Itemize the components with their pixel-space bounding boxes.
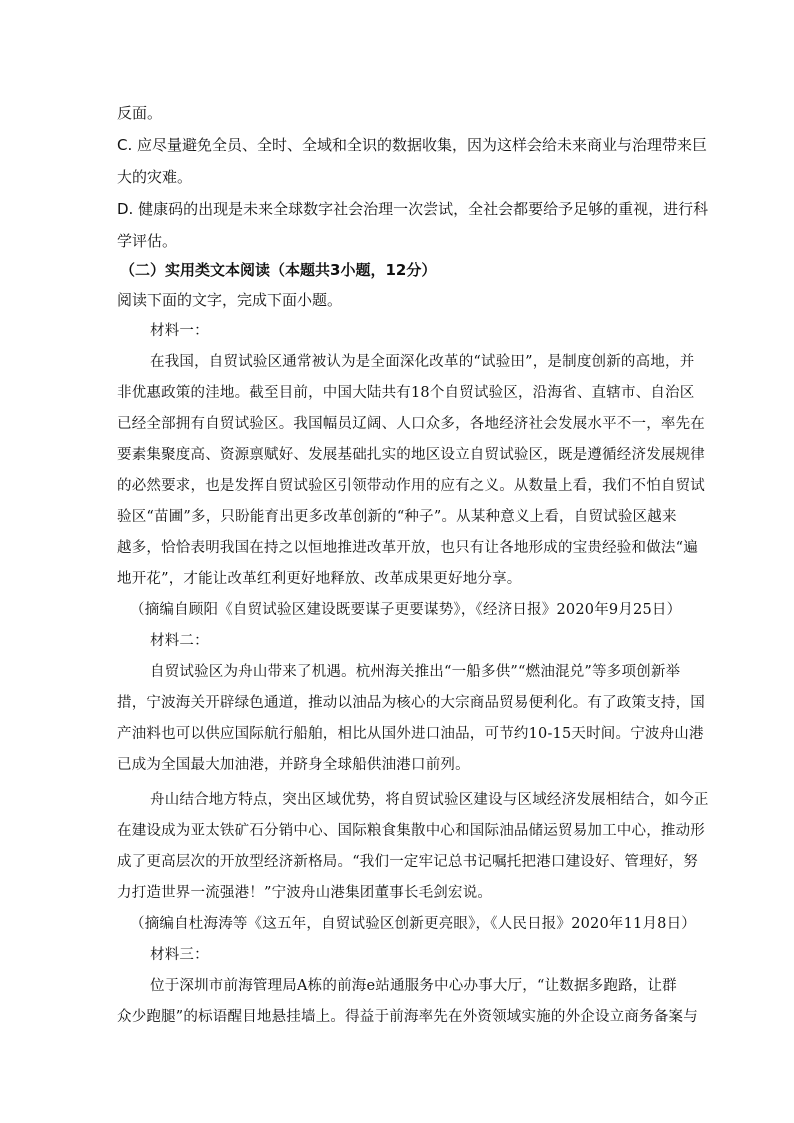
material-1-line-7: 越多，恰恰表明我国在持之以恒地推进改革开放，也只有让各地形成的宝贵经验和做法“遍	[117, 540, 698, 556]
option-c-line-2: 大的灾难。	[117, 168, 193, 186]
material-1-line-2: 非优惠政策的洼地。截至目前，中国大陆共有18个自贸试验区，沿海省、直辖市、自治区	[117, 385, 695, 401]
option-b-end: 反面。	[117, 104, 163, 122]
material-1-line-3: 已经全部拥有自贸试验区。我国幅员辽阔、人口众多，各地经济社会发展水平不一，率先在	[117, 416, 705, 432]
option-d-line-1: D. 健康码的出现是未来全球数字社会治理一次尝试，全社会都要给予足够的重视，进行科	[117, 200, 709, 218]
material-2-source: （摘编自杜海涛等《这五年，自贸试验区创新更亮眼》，《人民日报》2020年11月8日）	[130, 916, 696, 932]
material-2-p1-line-2: 措，宁波海关开辟绿色通道，推动以油品为核心的大宗商品贸易便利化。有了政策支持，国	[117, 695, 705, 711]
material-1-line-6: 验区“苗圃”多，只盼能育出更多改革创新的“种子”。从某种意义上看，自贸试验区越来	[117, 509, 677, 525]
option-d-line-2: 学评估。	[117, 232, 178, 250]
material-2-p1-line-1: 自贸试验区为舟山带来了机遇。杭州海关推出“一船多供”“燃油混兑”等多项创新举	[150, 664, 681, 680]
instruction: 阅读下面的文字，完成下面小题。	[117, 291, 343, 309]
material-3-line-1: 位于深圳市前海管理局A栋的前海e站通服务中心办事大厅，“让数据多跑路，让群	[150, 978, 677, 994]
material-2-p2-line-2: 在建设成为亚太铁矿石分销中心、国际粮食集散中心和国际油品储运贸易加工中心，推动形	[117, 823, 705, 839]
material-2-p1-line-4: 已成为全国最大加油港，并跻身全球船供油港口前列。	[117, 757, 470, 773]
material-2-p2-line-4: 力打造世界一流强港！”宁波舟山港集团董事长毛剑宏说。	[117, 885, 493, 901]
option-c-line-1: C. 应尽量避免全员、全时、全域和全识的数据收集，因为这样会给未来商业与治理带来巨	[117, 136, 708, 154]
material-2-p2-line-3: 成了更高层次的开放型经济新格局。“我们一定牢记总书记嘱托把港口建设好、管理好，努	[117, 854, 698, 870]
material-2-p1-line-3: 产油料也可以供应国际航行船舶，相比从国外进口油品，可节约10-15天时间。宁波舟山港	[117, 726, 704, 742]
material-1-line-5: 的必然要求，也是发挥自贸试验区引领带动作用的应有之义。从数量上看，我们不怕自贸试	[117, 478, 705, 494]
material-1-source: （摘编自顾阳《自贸试验区建设既要谋子更要谋势》，《经济日报》2020年9月25日）	[130, 602, 682, 618]
material-3-line-2: 众少跑腿”的标语醒目地悬挂墙上。得益于前海率先在外资领域实施的外企设立商务备案与	[117, 1009, 698, 1025]
material-1-line-1: 在我国，自贸试验区通常被认为是全面深化改革的“试验田”，是制度创新的高地，并	[150, 354, 695, 370]
section-heading: （二）实用类文本阅读（本题共3小题，12分）	[120, 261, 437, 279]
material-2-label: 材料二：	[150, 633, 209, 649]
material-1-line-4: 要素集聚度高、资源禀赋好、发展基础扎实的地区设立自贸试验区，既是遵循经济发展规律	[117, 447, 705, 463]
material-3-label: 材料三：	[150, 947, 209, 963]
material-1-line-8: 地开花”，才能让改革红利更好地释放、改革成果更好地分享。	[117, 571, 522, 587]
material-1-label: 材料一：	[150, 323, 209, 339]
material-2-p2-line-1: 舟山结合地方特点，突出区域优势，将自贸试验区建设与区域经济发展相结合，如今正	[150, 792, 709, 808]
